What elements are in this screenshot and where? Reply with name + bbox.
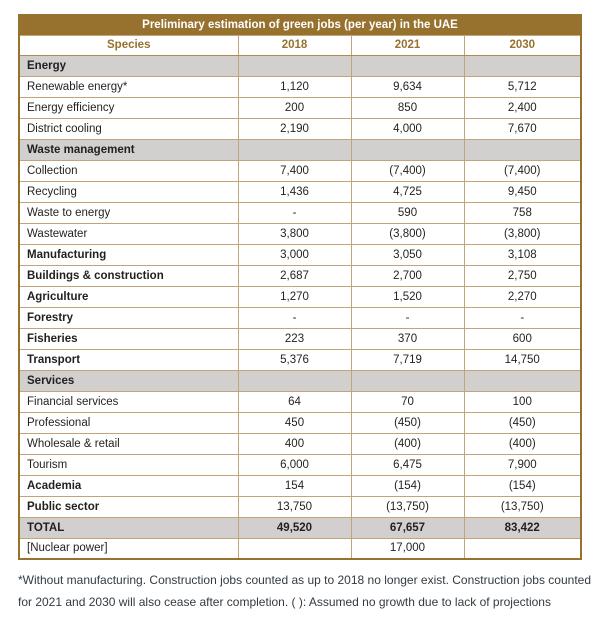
- row-label: Agriculture: [19, 286, 238, 307]
- row-label: Recycling: [19, 181, 238, 202]
- table-row: [19, 160, 581, 181]
- row-value: 2,687: [238, 265, 351, 286]
- row-label: Fisheries: [19, 328, 238, 349]
- row-value: 9,450: [464, 181, 581, 202]
- row-value: [464, 139, 581, 160]
- row-label: Financial services: [19, 391, 238, 412]
- row-value: 5,376: [238, 349, 351, 370]
- footnote-line-2: for 2021 and 2030 will also cease after completion. ( ): Assumed no growth due to lack of projections: [18, 595, 551, 609]
- row-value: [238, 538, 351, 559]
- row-value: 590: [351, 202, 464, 223]
- row-label: Transport: [19, 349, 238, 370]
- row-value: 100: [464, 391, 581, 412]
- row-label: Professional: [19, 412, 238, 433]
- table-row: [19, 286, 581, 307]
- row-value: (154): [351, 475, 464, 496]
- row-value: -: [238, 202, 351, 223]
- row-value: -: [464, 307, 581, 328]
- row-value: 154: [238, 475, 351, 496]
- row-label: [Nuclear power]: [19, 538, 238, 559]
- row-value: 3,108: [464, 244, 581, 265]
- column-header-2030: 2030: [464, 35, 581, 55]
- row-value: [351, 55, 464, 76]
- row-value: [238, 55, 351, 76]
- column-header-2018: 2018: [238, 35, 351, 55]
- row-label: District cooling: [19, 118, 238, 139]
- table-row: [19, 496, 581, 517]
- row-value: (400): [464, 433, 581, 454]
- row-value: (7,400): [351, 160, 464, 181]
- row-value: 7,400: [238, 160, 351, 181]
- row-value: 4,725: [351, 181, 464, 202]
- row-label: Public sector: [19, 496, 238, 517]
- row-value: 600: [464, 328, 581, 349]
- row-value: (13,750): [351, 496, 464, 517]
- row-value: 83,422: [464, 517, 581, 538]
- row-value: 7,900: [464, 454, 581, 475]
- row-value: [351, 370, 464, 391]
- row-value: 67,657: [351, 517, 464, 538]
- row-value: 70: [351, 391, 464, 412]
- row-value: (450): [464, 412, 581, 433]
- row-value: 1,120: [238, 76, 351, 97]
- row-value: 2,750: [464, 265, 581, 286]
- table-row: [19, 412, 581, 433]
- row-value: [464, 370, 581, 391]
- row-value: (450): [351, 412, 464, 433]
- row-value: [238, 370, 351, 391]
- row-value: 3,050: [351, 244, 464, 265]
- table-row: [19, 391, 581, 412]
- row-value: 2,270: [464, 286, 581, 307]
- row-value: 2,400: [464, 97, 581, 118]
- table-row: [19, 202, 581, 223]
- table-title-row: [19, 15, 581, 35]
- table-title: Preliminary estimation of green jobs (per year) in the UAE: [19, 15, 581, 35]
- section-row: [19, 139, 581, 160]
- row-value: -: [238, 307, 351, 328]
- table-row: [19, 181, 581, 202]
- row-value: (3,800): [464, 223, 581, 244]
- row-label: Renewable energy*: [19, 76, 238, 97]
- row-value: 4,000: [351, 118, 464, 139]
- row-label: Manufacturing: [19, 244, 238, 265]
- row-value: [464, 55, 581, 76]
- row-value: 17,000: [351, 538, 464, 559]
- row-value: 200: [238, 97, 351, 118]
- row-value: 6,475: [351, 454, 464, 475]
- row-value: 7,719: [351, 349, 464, 370]
- column-header-species: Species: [19, 35, 238, 55]
- table-row: [19, 475, 581, 496]
- table-row: [19, 97, 581, 118]
- row-value: (154): [464, 475, 581, 496]
- row-label: Waste management: [19, 139, 238, 160]
- row-value: 370: [351, 328, 464, 349]
- row-value: 1,270: [238, 286, 351, 307]
- row-value: 2,190: [238, 118, 351, 139]
- row-value: 6,000: [238, 454, 351, 475]
- row-label: Wastewater: [19, 223, 238, 244]
- row-value: [238, 139, 351, 160]
- table-row: [19, 328, 581, 349]
- total-row: [19, 517, 581, 538]
- row-value: 223: [238, 328, 351, 349]
- row-label: Buildings & construction: [19, 265, 238, 286]
- row-value: 7,670: [464, 118, 581, 139]
- table-row: [19, 223, 581, 244]
- row-value: 450: [238, 412, 351, 433]
- row-value: 400: [238, 433, 351, 454]
- row-label: Energy: [19, 55, 238, 76]
- footnote: [18, 569, 600, 613]
- row-value: 5,712: [464, 76, 581, 97]
- table-row: [19, 538, 581, 559]
- table-row: [19, 433, 581, 454]
- row-label: Waste to energy: [19, 202, 238, 223]
- row-label: Energy efficiency: [19, 97, 238, 118]
- row-value: 1,520: [351, 286, 464, 307]
- row-value: 14,750: [464, 349, 581, 370]
- row-value: [464, 538, 581, 559]
- row-value: 49,520: [238, 517, 351, 538]
- row-value: (13,750): [464, 496, 581, 517]
- row-label: Academia: [19, 475, 238, 496]
- table-row: [19, 244, 581, 265]
- table-row: [19, 265, 581, 286]
- row-value: 850: [351, 97, 464, 118]
- row-value: (400): [351, 433, 464, 454]
- section-row: [19, 370, 581, 391]
- footnote-line-1: *Without manufacturing. Construction jobs counted as up to 2018 no longer exist. Construction jobs counted: [18, 573, 592, 587]
- row-value: -: [351, 307, 464, 328]
- row-value: 9,634: [351, 76, 464, 97]
- row-value: [351, 139, 464, 160]
- row-value: 3,000: [238, 244, 351, 265]
- row-label: Services: [19, 370, 238, 391]
- column-header-2021: 2021: [351, 35, 464, 55]
- column-header-row: [19, 35, 581, 55]
- table-row: [19, 349, 581, 370]
- row-label: TOTAL: [19, 517, 238, 538]
- row-value: (3,800): [351, 223, 464, 244]
- row-value: 13,750: [238, 496, 351, 517]
- green-jobs-table: [18, 14, 582, 560]
- row-label: Wholesale & retail: [19, 433, 238, 454]
- table-row: [19, 76, 581, 97]
- table-row: [19, 307, 581, 328]
- table-row: [19, 454, 581, 475]
- row-label: Tourism: [19, 454, 238, 475]
- section-row: [19, 55, 581, 76]
- row-value: 2,700: [351, 265, 464, 286]
- row-label: Collection: [19, 160, 238, 181]
- row-value: 1,436: [238, 181, 351, 202]
- table-body: [19, 55, 581, 559]
- table-row: [19, 118, 581, 139]
- row-value: 758: [464, 202, 581, 223]
- row-value: (7,400): [464, 160, 581, 181]
- row-label: Forestry: [19, 307, 238, 328]
- row-value: 3,800: [238, 223, 351, 244]
- row-value: 64: [238, 391, 351, 412]
